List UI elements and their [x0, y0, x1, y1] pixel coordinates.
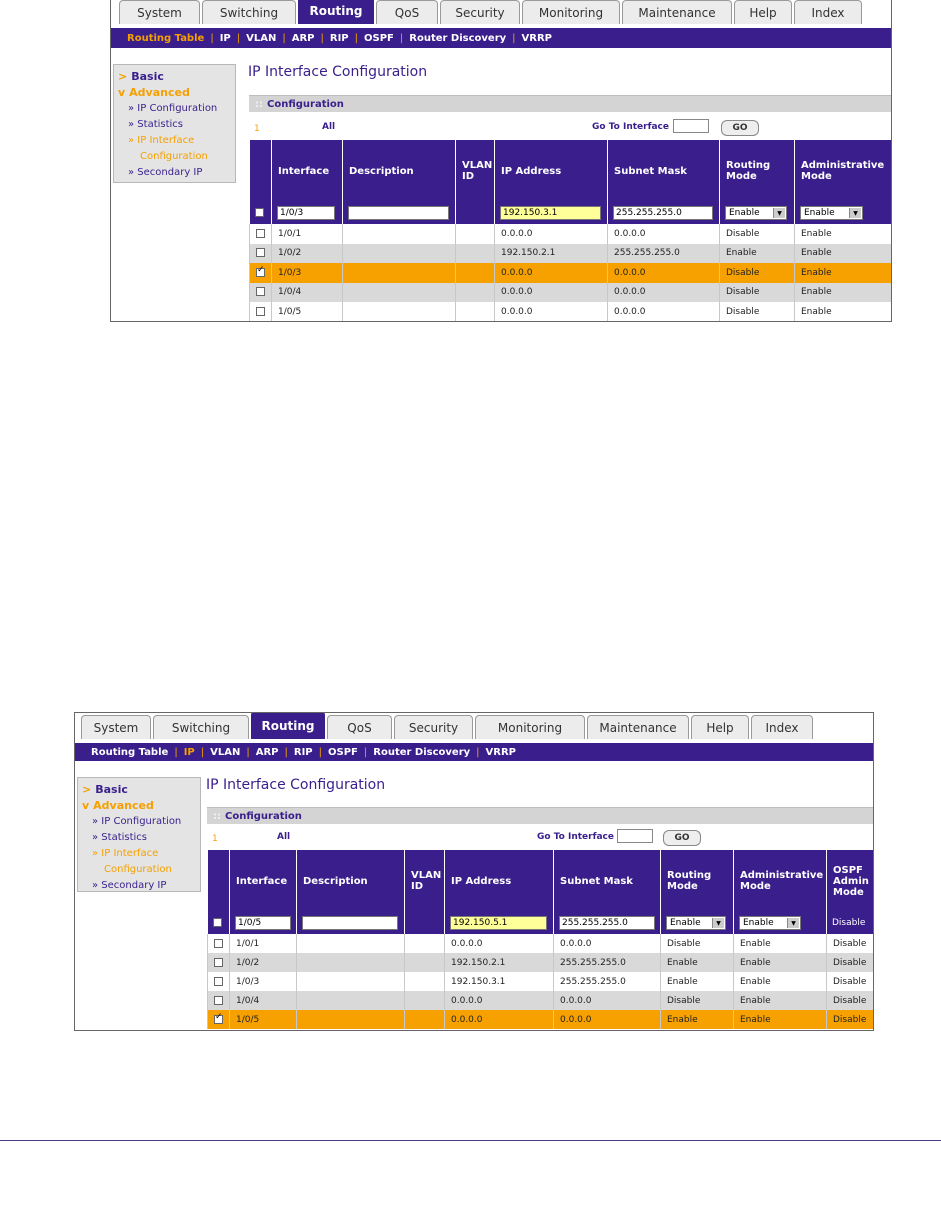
- admin-mode-cell: Enable: [795, 263, 893, 283]
- vlan-id-cell: [405, 991, 445, 1010]
- tab-index[interactable]: Index: [794, 0, 862, 24]
- description-cell: [297, 934, 405, 953]
- page-title: IP Interface Configuration: [206, 777, 386, 793]
- sidebar-item-ip-configuration[interactable]: » IP Configuration: [128, 103, 218, 114]
- goto-interface-label: Go To Interface: [537, 832, 614, 842]
- header-interface: Interface: [272, 140, 343, 202]
- table-row[interactable]: [250, 263, 893, 283]
- ip-address-field[interactable]: 192.150.3.1: [500, 206, 601, 220]
- interface-table: [249, 140, 892, 322]
- row-checkbox[interactable]: [214, 996, 223, 1005]
- table-row[interactable]: [208, 972, 874, 991]
- vlan-id-cell: [405, 934, 445, 953]
- vlan-id-cell: [456, 244, 495, 264]
- screenshot-top: [110, 0, 892, 322]
- header-description: Description: [297, 850, 405, 912]
- sidebar-item-statistics[interactable]: » Statistics: [128, 119, 184, 130]
- vlan-id-cell: [405, 912, 445, 934]
- sidebar: [113, 64, 236, 183]
- checkbox: [250, 302, 272, 322]
- header-routing-mode: Routing Mode: [720, 140, 795, 202]
- chevron-down-icon: ▼: [773, 208, 785, 218]
- checkbox: [208, 934, 230, 953]
- checkbox: [250, 263, 272, 283]
- row-checkbox[interactable]: [214, 939, 223, 948]
- header-select: [250, 140, 272, 202]
- sidebar-item-statistics[interactable]: » Statistics: [92, 832, 148, 843]
- subnet-mask-cell: 255.255.255.0: [554, 953, 661, 972]
- tab-maintenance[interactable]: Maintenance: [587, 715, 689, 739]
- routing-mode-cell: Enable: [720, 244, 795, 264]
- header-administrative-mode: Administrative Mode: [795, 140, 893, 202]
- tab-maintenance[interactable]: Maintenance: [622, 0, 732, 24]
- checkbox: [208, 972, 230, 991]
- sidebar-item-ip-configuration[interactable]: » IP Configuration: [92, 816, 182, 827]
- tab-qos[interactable]: QoS: [376, 0, 438, 24]
- sidebar-item-ip-interface[interactable]: » IP Interface: [128, 135, 195, 146]
- sub-nav: Routing Table | IP | VLAN | ARP | RIP | OSPF | Router Discovery | VRRP: [75, 743, 873, 761]
- tab-security[interactable]: Security: [394, 715, 473, 739]
- tab-monitoring[interactable]: Monitoring: [475, 715, 585, 739]
- subnet-mask-cell: 0.0.0.0: [608, 224, 720, 244]
- section-header: :: Configuration: [207, 807, 873, 824]
- tab-system[interactable]: System: [119, 0, 200, 24]
- routing-mode-cell: Disable: [661, 934, 734, 953]
- subnav-vlan[interactable]: VLAN: [246, 32, 277, 44]
- routing-mode-cell: Disable: [720, 302, 795, 322]
- section-header: :: Configuration: [249, 95, 891, 112]
- ip-address-cell: 0.0.0.0: [445, 934, 554, 953]
- goto-interface-input[interactable]: [617, 829, 653, 843]
- admin-mode-cell: Enable: [795, 283, 893, 303]
- interface-cell: 1/0/5: [230, 1010, 297, 1029]
- table-row[interactable]: [250, 244, 893, 264]
- vlan-id-cell: [456, 302, 495, 322]
- routing-mode-cell: Disable: [720, 224, 795, 244]
- chevron-down-icon: ▼: [849, 208, 861, 218]
- admin-mode-cell: Enable: [795, 244, 893, 264]
- sidebar-item-ip-interface-cont[interactable]: Configuration: [140, 151, 208, 162]
- ip-address-cell: 0.0.0.0: [495, 302, 608, 322]
- row-checkbox[interactable]: [214, 977, 223, 986]
- chevron-down-icon: ▼: [712, 918, 724, 928]
- admin-mode-select[interactable]: Enable ▼: [739, 916, 801, 930]
- page-number[interactable]: 1: [254, 124, 260, 134]
- routing-mode-cell: Enable: [661, 1010, 734, 1029]
- interface-cell: 1/0/4: [272, 283, 343, 303]
- description-cell: [343, 283, 456, 303]
- ip-address-cell: 0.0.0.0: [445, 991, 554, 1010]
- interface-cell: 1/0/3: [230, 972, 297, 991]
- subnav-vrrp[interactable]: VRRP: [521, 32, 553, 44]
- interface-cell: 1/0/2: [272, 244, 343, 264]
- vlan-id-cell: [405, 972, 445, 991]
- checkbox: [208, 1010, 230, 1029]
- interface-cell: 1/0/1: [230, 934, 297, 953]
- subnav-routing-table[interactable]: Routing Table: [91, 746, 169, 758]
- interface-field[interactable]: 1/0/5: [235, 916, 291, 930]
- edit-row: [208, 912, 874, 934]
- sidebar-item-secondary-ip[interactable]: » Secondary IP: [128, 167, 203, 178]
- routing-mode-cell: Disable: [661, 991, 734, 1010]
- row-checkbox[interactable]: [256, 307, 265, 316]
- ospf-admin-mode-cell: Disable: [827, 972, 874, 991]
- description-cell: [343, 244, 456, 264]
- description-cell: [297, 953, 405, 972]
- header-interface: Interface: [230, 850, 297, 912]
- interface-cell: 1/0/4: [230, 991, 297, 1010]
- screenshot-bottom: [74, 712, 874, 1031]
- table-row[interactable]: [208, 991, 874, 1010]
- ospf-admin-mode-cell: Disable: [827, 912, 874, 934]
- go-button[interactable]: GO: [721, 120, 759, 136]
- ip-address-cell: 192.150.2.1: [495, 244, 608, 264]
- vlan-id-cell: [405, 1010, 445, 1029]
- header-administrative-mode: Administrative Mode: [734, 850, 827, 912]
- sidebar-item-basic[interactable]: > Basic: [118, 70, 164, 83]
- row-checkbox[interactable]: [214, 1015, 223, 1024]
- ip-address-cell: 192.150.2.1: [445, 953, 554, 972]
- table-row[interactable]: [208, 1010, 874, 1029]
- tab-monitoring[interactable]: Monitoring: [522, 0, 620, 24]
- tab-index[interactable]: Index: [751, 715, 813, 739]
- header-vlan-id: VLAN ID: [405, 850, 445, 912]
- ip-address-cell: 0.0.0.0: [495, 224, 608, 244]
- tab-switching[interactable]: Switching: [153, 715, 249, 739]
- ospf-admin-mode-cell: Disable: [827, 991, 874, 1010]
- subnav-rip[interactable]: RIP: [329, 32, 349, 44]
- description-cell: [297, 991, 405, 1010]
- header-select: [208, 850, 230, 912]
- admin-mode-cell: Enable: [734, 953, 827, 972]
- page-number[interactable]: 1: [212, 834, 218, 844]
- interface-cell: 1/0/5: [272, 302, 343, 322]
- edit-row: [250, 202, 893, 224]
- tab-help[interactable]: Help: [734, 0, 792, 24]
- tab-help[interactable]: Help: [691, 715, 749, 739]
- sub-nav: Routing Table | IP | VLAN | ARP | RIP | OSPF | Router Discovery | VRRP: [111, 28, 891, 48]
- header-subnet-mask: Subnet Mask: [608, 140, 720, 202]
- subnav-arp[interactable]: ARP: [291, 32, 315, 44]
- page-title: IP Interface Configuration: [248, 64, 428, 80]
- main-tab-bar: [75, 715, 873, 739]
- routing-mode-cell: Disable: [720, 263, 795, 283]
- row-checkbox[interactable]: [256, 268, 265, 277]
- go-button[interactable]: GO: [663, 830, 701, 846]
- tab-switching[interactable]: Switching: [202, 0, 296, 24]
- description-field[interactable]: [348, 206, 449, 220]
- routing-mode-select[interactable]: Enable ▼: [666, 916, 726, 930]
- sidebar: [77, 777, 201, 892]
- subnav-router-discovery[interactable]: Router Discovery: [373, 746, 471, 758]
- table-row[interactable]: [250, 224, 893, 244]
- description-cell: [297, 972, 405, 991]
- row-checkbox[interactable]: [256, 248, 265, 257]
- routing-mode-cell: Disable: [720, 283, 795, 303]
- subnav-vrrp[interactable]: VRRP: [485, 746, 517, 758]
- tab-qos[interactable]: QoS: [327, 715, 392, 739]
- vlan-id-cell: [456, 263, 495, 283]
- row-checkbox[interactable]: [256, 229, 265, 238]
- sidebar-item-ip-interface-cont[interactable]: Configuration: [104, 864, 172, 875]
- table-header-row: [250, 140, 893, 202]
- table-row[interactable]: [250, 302, 893, 322]
- routing-mode-cell: Enable: [661, 972, 734, 991]
- admin-mode-cell: Enable: [734, 972, 827, 991]
- table-row[interactable]: [208, 934, 874, 953]
- description-cell: [343, 302, 456, 322]
- admin-mode-cell: Enable: [734, 1010, 827, 1029]
- row-checkbox[interactable]: [256, 287, 265, 296]
- header-ip-address: IP Address: [495, 140, 608, 202]
- edit-row-checkbox[interactable]: [255, 208, 264, 217]
- admin-mode-cell: Enable: [795, 224, 893, 244]
- all-link[interactable]: All: [322, 122, 336, 132]
- pager-bar: [207, 828, 873, 848]
- header-ip-address: IP Address: [445, 850, 554, 912]
- subnet-mask-cell: 0.0.0.0: [554, 934, 661, 953]
- ip-address-cell: 0.0.0.0: [495, 283, 608, 303]
- subnav-rip[interactable]: RIP: [293, 746, 313, 758]
- vlan-id-cell: [456, 202, 495, 224]
- checkbox: [250, 224, 272, 244]
- ip-address-cell: 192.150.3.1: [445, 972, 554, 991]
- tab-routing[interactable]: Routing: [251, 712, 325, 739]
- checkbox: [208, 991, 230, 1010]
- sidebar-item-advanced[interactable]: v Advanced: [118, 86, 190, 99]
- interface-field[interactable]: 1/0/3: [277, 206, 335, 220]
- goto-interface-input[interactable]: [673, 119, 709, 133]
- subnet-mask-cell: 255.255.255.0: [554, 972, 661, 991]
- subnav-router-discovery[interactable]: Router Discovery: [409, 32, 507, 44]
- admin-mode-cell: Enable: [795, 302, 893, 322]
- ospf-admin-mode-cell: Disable: [827, 1010, 874, 1029]
- pager-bar: [249, 118, 891, 138]
- row-checkbox[interactable]: [214, 958, 223, 967]
- main-tab-bar: [111, 0, 891, 24]
- vlan-id-cell: [405, 953, 445, 972]
- routing-mode-select[interactable]: Enable ▼: [725, 206, 787, 220]
- table-row[interactable]: [208, 953, 874, 972]
- checkbox: [250, 244, 272, 264]
- subnet-mask-cell: 0.0.0.0: [554, 991, 661, 1010]
- checkbox: [208, 953, 230, 972]
- subnet-mask-cell: 255.255.255.0: [608, 244, 720, 264]
- description-cell: [297, 1010, 405, 1029]
- description-cell: [343, 263, 456, 283]
- subnav-ospf[interactable]: OSPF: [364, 32, 394, 44]
- tab-system[interactable]: System: [81, 715, 151, 739]
- header-routing-mode: Routing Mode: [661, 850, 734, 912]
- interface-cell: 1/0/3: [272, 263, 343, 283]
- vlan-id-cell: [456, 224, 495, 244]
- ip-address-cell: 0.0.0.0: [445, 1010, 554, 1029]
- interface-cell: 1/0/1: [272, 224, 343, 244]
- subnav-ip[interactable]: IP: [219, 32, 231, 44]
- table-header-row: [208, 850, 874, 912]
- description-cell: [343, 224, 456, 244]
- header-ospf-admin-mode: OSPF Admin Mode: [827, 850, 874, 912]
- table-row[interactable]: [250, 283, 893, 303]
- header-subnet-mask: Subnet Mask: [554, 850, 661, 912]
- subnet-mask-field[interactable]: 255.255.255.0: [559, 916, 655, 930]
- routing-mode-cell: Enable: [661, 953, 734, 972]
- subnet-mask-cell: 0.0.0.0: [608, 283, 720, 303]
- sidebar-item-ip-interface[interactable]: » IP Interface: [92, 848, 159, 859]
- subnet-mask-cell: 0.0.0.0: [608, 263, 720, 283]
- header-description: Description: [343, 140, 456, 202]
- sidebar-item-advanced[interactable]: v Advanced: [82, 799, 154, 812]
- ospf-admin-mode-cell: Disable: [827, 934, 874, 953]
- ip-address-cell: 0.0.0.0: [495, 263, 608, 283]
- edit-row-checkbox[interactable]: [213, 918, 222, 927]
- all-link[interactable]: All: [277, 832, 291, 842]
- vlan-id-cell: [456, 283, 495, 303]
- admin-mode-select[interactable]: Enable ▼: [800, 206, 863, 220]
- checkbox: [250, 283, 272, 303]
- subnav-routing-table[interactable]: Routing Table: [127, 32, 205, 44]
- sidebar-item-secondary-ip[interactable]: » Secondary IP: [92, 880, 167, 891]
- page-footer-rule: [0, 1140, 941, 1141]
- ospf-admin-mode-cell: Disable: [827, 953, 874, 972]
- subnav-ip[interactable]: IP: [183, 746, 195, 758]
- goto-interface-label: Go To Interface: [592, 122, 669, 132]
- description-field[interactable]: [302, 916, 398, 930]
- tab-security[interactable]: Security: [440, 0, 520, 24]
- subnav-arp[interactable]: ARP: [255, 746, 279, 758]
- subnav-ospf[interactable]: OSPF: [328, 746, 358, 758]
- chevron-down-icon: ▼: [787, 918, 799, 928]
- subnet-mask-cell: 0.0.0.0: [554, 1010, 661, 1029]
- interface-cell: 1/0/2: [230, 953, 297, 972]
- tab-routing[interactable]: Routing: [298, 0, 374, 24]
- header-vlan-id: VLAN ID: [456, 140, 495, 202]
- interface-table: [207, 850, 874, 1029]
- admin-mode-cell: Enable: [734, 934, 827, 953]
- admin-mode-cell: Enable: [734, 991, 827, 1010]
- subnav-vlan[interactable]: VLAN: [210, 746, 241, 758]
- ip-address-field[interactable]: 192.150.5.1: [450, 916, 547, 930]
- subnet-mask-field[interactable]: 255.255.255.0: [613, 206, 713, 220]
- subnet-mask-cell: 0.0.0.0: [608, 302, 720, 322]
- sidebar-item-basic[interactable]: > Basic: [82, 783, 128, 796]
